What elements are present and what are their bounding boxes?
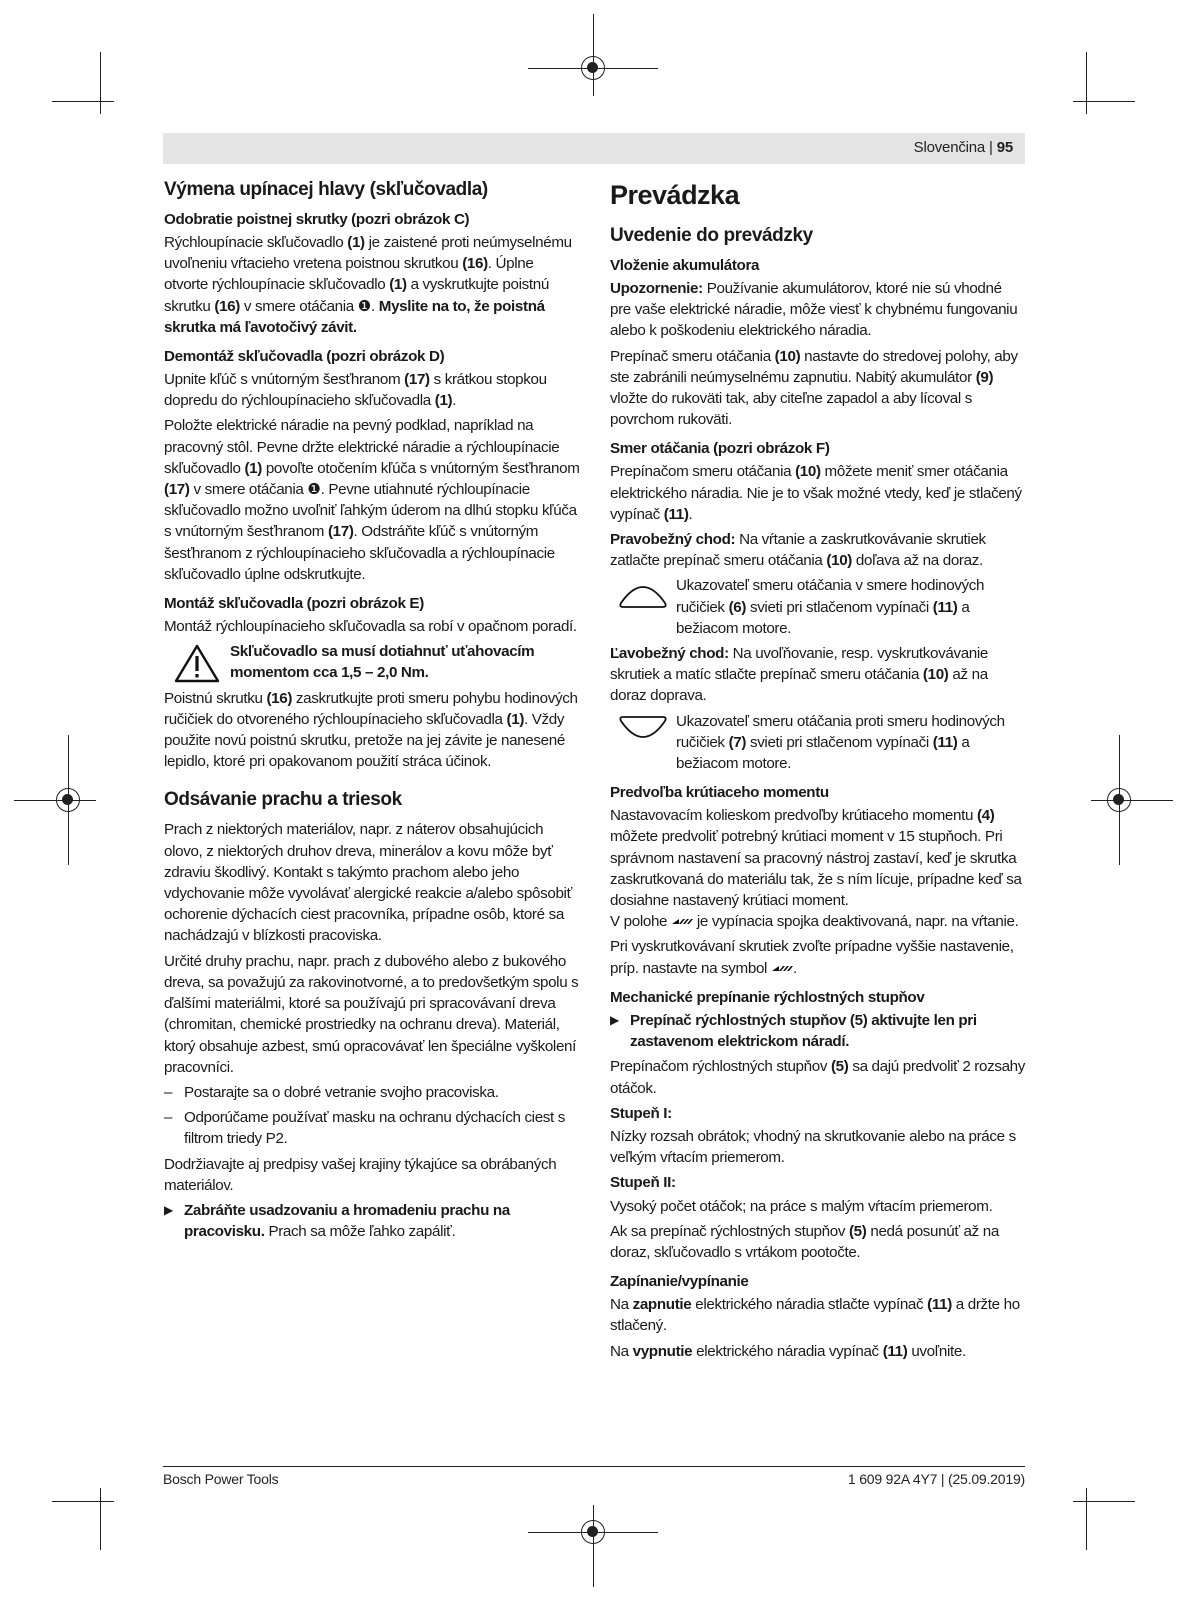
registration-mark-icon [581,1520,605,1544]
paragraph: Pri vyskrutkovávaní skrutiek zvoľte prípadne vyššie nastavenie, príp. nastavte na symbol . [610,938,1014,977]
left-column [164,178,580,1246]
subsection-title: Zapínanie/vypínanie [610,1273,749,1291]
clockwise-indicator-icon [617,577,669,611]
footer-doc-id: 1 609 92A 4Y7 | (25.09.2019) [847,1471,1025,1487]
chapter-title: Prevádzka [610,180,740,210]
drill-symbol-icon [771,964,793,974]
paragraph: Nastavovacím kolieskom predvoľby krútiaceho momentu (4) môžete predvoliť potrebný krútiaci moment v 15 stupňoch. Pri správnom nastavení sa pracovný nástroj zastaví, keď je skrutka zaskrutkovaná do materiálu tak, že s ním lícuje, prípadne keď sa dosiahne nastavený krútiaci moment. V polohe je vypínacia spojka deaktivovaná, napr. na vŕtanie. [610,807,1022,931]
paragraph: Prepínačom rýchlostných stupňov (5) sa dajú predvoliť 2 rozsahy otáčok. [610,1058,1026,1097]
paragraph: Určité druhy prachu, napr. prach z dubového alebo z bukového dreva, sa považujú za rakovinotvorné, a to predovšetkým spolu s ďalšími materiálmi, ktoré sa používajú pri spracovávaní dreva (chromitan, chemické prostriedky na ochranu dreva). Materiál, ktorý obsahuje azbest, smú opracovávať len špeciálne vyškolení pracovníci. [164,952,579,1076]
paragraph: Rýchloupínacie skľučovadlo (1) je zaistené proti neúmyselnému uvoľneniu vŕtacieho vretena poistnou skrutkou (16). Úplne otvorte rýchloupínacie skľučovadlo (1) a vyskrutkujte poistnú skrutku (16) v smere otáčania ❶. Myslite na to, že poistná skrutka má ľavotočivý závit. [164,234,572,336]
paragraph: Prach z niektorých materiálov, napr. z náterov obsahujúcich olovo, z niektorých druhov dreva, minerálov a kovu môže byť zdraviu škodlivý. Kontakt s takýmto prachom alebo jeho vdychovanie môže vyvolávať alergické reakcie a/alebo spôsobiť ochorenie dýchacích ciest pracovníka, prípadne osôb, ktoré sa nachádzajú v blízkosti pracoviska. [164,821,572,945]
paragraph: Prepínačom smeru otáčania (10) môžete meniť smer otáčania elektrického náradia. Nie je to však možné vtedy, keď je stlačený vypínač (11). [610,463,1022,523]
drill-symbol-icon [671,917,693,927]
section-title: Odsávanie prachu a triesok [164,789,402,811]
registration-mark-icon [1107,788,1131,812]
warning-triangle-icon [174,643,220,683]
registration-mark-icon [56,788,80,812]
paragraph: Prepínač smeru otáčania (10) nastavte do stredovej polohy, aby ste zabránili neúmyselnému zapnutiu. Nabitý akumulátor (9) vložte do rukoväti tak, aby citeľne zapadol a aby lícoval s povrchom rukoväti. [610,347,1018,429]
paragraph: Vysoký počet otáčok; na práce s malým vŕtacím priemerom. [610,1197,993,1215]
arrow-bullet-icon: ▶ [610,1012,619,1027]
subsection-title: Predvoľba krútiaceho momentu [610,784,829,802]
paragraph: Na zapnutie elektrického náradia stlačte vypínač (11) a držte ho stlačený. [610,1296,1020,1335]
section-title: Výmena upínacej hlavy (skľučovadla) [164,179,488,200]
safety-instruction: ▶ Zabráňte usadzovaniu a hromadeniu prachu na pracovisku. Prach sa môže ľahko zapáliť. [164,1200,580,1242]
safety-instruction: ▶ Prepínač rýchlostných stupňov (5) aktivujte len pri zastavenom elektrickom náradí. [610,1010,1026,1052]
subsection-title: Vloženie akumulátora [610,257,760,274]
paragraph: Položte elektrické náradie na pevný podklad, napríklad na pracovný stôl. Pevne držte elektrické náradie a rýchloupínacie skľučovadlo (1) povoľte otočením kľúča s vnútorným šesťhranom (17) v smere otáčania ❶. Pevne utiahnuté rýchloupínacie skľučovadlo možno uvoľniť ľahkým úderom na dlhú stopku kľúča s vnútorným šesťhranom (17). Odstráňte kľúč s vnútorným šesťhranom z rýchloupínacieho skľučovadla a rýchloupínacie skľučovadlo úplne odskrutkujte. [164,417,580,583]
list-item: – Odporúčame používať masku na ochranu dýchacích ciest s filtrom triedy P2. [164,1109,566,1148]
paragraph: Poistnú skrutku (16) zaskrutkujte proti smeru pohybu hodinových ručičiek do otvoreného rýchloupínacieho skľučovadla (1). Vždy použite novú poistnú skrutku, pretože na jej závite je nanesené lepidlo, ktoré pri opakovanom použití stráca účinok. [164,689,578,771]
warning-note [164,641,580,683]
subsection-title: Smer otáčania (pozri obrázok F) [610,440,830,458]
paragraph: Na vypnutie elektrického náradia vypínač (11) uvoľnite. [610,1342,966,1360]
section-title: Uvedenie do prevádzky [610,225,813,246]
page-footer [163,1466,1025,1487]
subsection-title: Montáž skľučovadla (pozri obrázok E) [164,595,424,613]
paragraph: Pravobežný chod: Na vŕtanie a zaskrutkovávanie skrutiek zatlačte prepínač smeru otáčania (10) doľava až na doraz. [610,531,986,570]
subsection-title: Odobratie poistnej skrutky (pozri obrázok C) [164,211,470,228]
arrow-bullet-icon: ▶ [164,1202,173,1217]
right-column [610,178,1026,1366]
paragraph: Ľavobežný chod: Na uvoľňovanie, resp. vyskrutkovávanie skrutiek a matíc stlačte prepínač smeru otáčania (10) až na doraz doprava. [610,645,989,705]
indicator-note: Ukazovateľ smeru otáčania proti smeru hodinových ručičiek (7) svieti pri stlačenom vypínači (11) a bežiacom motore. [610,711,1026,775]
header-language: Slovenčina | 95 [913,139,1013,156]
counterclockwise-indicator-icon [617,713,669,747]
warning-text: Skľučovadlo sa musí dotiahnuť uťahovacím momentom cca 1,5 – 2,0 Nm. [230,643,535,682]
paragraph: Montáž rýchloupínacieho skľučovadla sa robí v opačnom poradí. [164,618,577,636]
list-item: – Postarajte sa o dobré vetranie svojho pracoviska. [164,1083,499,1101]
subsection-title: Mechanické prepínanie rýchlostných stupňov [610,988,925,1006]
paragraph: Upnite kľúč s vnútorným šesťhranom (17) s krátkou stopkou dopredu do rýchloupínacieho skľučovadla (1). [164,371,547,410]
paragraph: Nízky rozsah obrátok; vhodný na skrutkovanie alebo na práce s veľkým vŕtacím priemerom. [610,1127,1016,1167]
page-number: 95 [996,139,1013,156]
gear-label: Stupeň II: [610,1174,676,1192]
gear-label: Stupeň I: [610,1104,672,1122]
indicator-note: Ukazovateľ smeru otáčania v smere hodinových ručičiek (6) svieti pri stlačenom vypínači (11) a bežiacom motore. [610,575,1026,639]
subsection-title: Demontáž skľučovadla (pozri obrázok D) [164,348,445,366]
paragraph: Dodržiavajte aj predpisy vašej krajiny týkajúce sa obrábaných materiálov. [164,1155,557,1194]
page-header [163,133,1025,164]
footer-brand: Bosch Power Tools [163,1471,279,1487]
paragraph: Ak sa prepínač rýchlostných stupňov (5) nedá posunúť až na doraz, skľučovadlo s vrtákom pootočte. [610,1222,999,1261]
paragraph: Upozornenie: Používanie akumulátorov, ktoré nie sú vhodné pre vaše elektrické náradie, môže viesť k chybnému fungovaniu alebo k poškodeniu elektrického náradia. [610,280,1018,340]
registration-mark-icon [581,56,605,80]
